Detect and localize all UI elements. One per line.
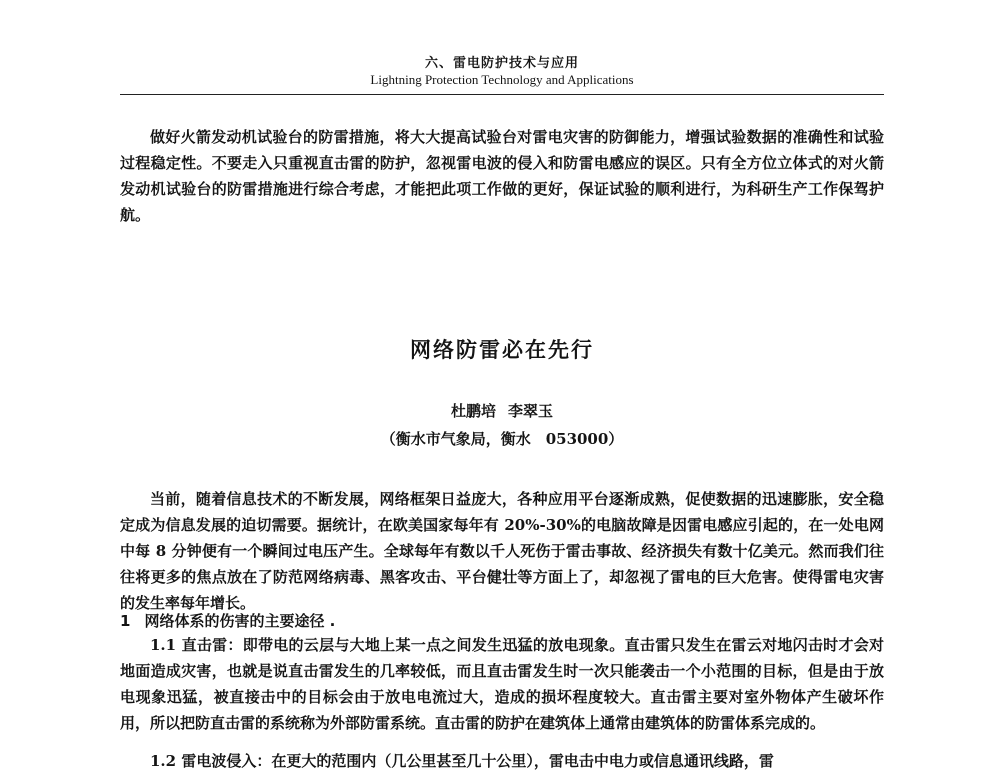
author-affiliation: （衡水市气象局，衡水 053000）	[380, 430, 624, 448]
intro-paragraph: 做好火箭发动机试验台的防雷措施，将大大提高试验台对雷电灾害的防御能力，增强试验数据的准确性和试验过程稳定性。不要走入只重视直击雷的防护，忽视雷电波的侵入和防雷电感应的误区。只有全方位立体式的对火箭发动机试验台的防雷措施进行综合考虑，才能把此项工作做的更好，保证试验的顺利进行，为科研生产工作保驾护航。	[120, 128, 884, 224]
subsection-paragraph-lightning-wave: 1.2 雷电波侵入：在更大的范围内（几公里甚至几十公里），雷电击中电力或信息通讯线路，雷	[150, 752, 774, 770]
section-heading	[120, 608, 335, 634]
header-rule	[120, 94, 884, 95]
subsection-paragraph-direct-lightning: 1.1 直击雷：即带电的云层与大地上某一点之间发生迅猛的放电现象。直击雷只发生在雷云对地闪击时才会对地面造成灾害，也就是说直击雷发生的几率较低，而且直击雷发生时一次只能袭击一个小范围的目标，但是由于放电现象迅猛，被直接击中的目标会由于放电电流过大，造成的损坏程度较大。直击雷主要对室外物体产生破坏作用，所以把防直击雷的系统称为外部防雷系统。直击雷的防护在建筑体上通常由建筑体的防雷体系完成的。	[120, 636, 884, 732]
section-title: 网络体系的伤害的主要途径 .	[144, 612, 336, 630]
article-title: 网络防雷必在先行	[410, 338, 594, 362]
running-head-english: Lightning Protection Technology and Applications	[370, 72, 634, 87]
section-number: 1	[120, 612, 131, 630]
author-name: 杜鹏培	[450, 402, 496, 420]
running-head-chinese: 六、雷电防护技术与应用	[424, 56, 579, 71]
abstract-paragraph: 当前，随着信息技术的不断发展，网络框架日益庞大，各种应用平台逐渐成熟，促使数据的迅速膨胀，安全稳定成为信息发展的迫切需要。据统计，在欧美国家每年有 20%-30%的电脑故障是因雷电感应引起的，在一处电网中每 8 分钟便有一个瞬间过电压产生。全球每年有数以千人死伤于雷击事故、经济损失有数十亿美元。然而我们往往将更多的焦点放在了防范网络病毒、黑客攻击、平台健壮等方面上了，却忽视了雷电的巨大危害。使得雷电灾害的发生率每年增长。	[120, 490, 884, 612]
article-authors	[120, 400, 884, 421]
author-name: 李翠玉	[508, 402, 554, 420]
